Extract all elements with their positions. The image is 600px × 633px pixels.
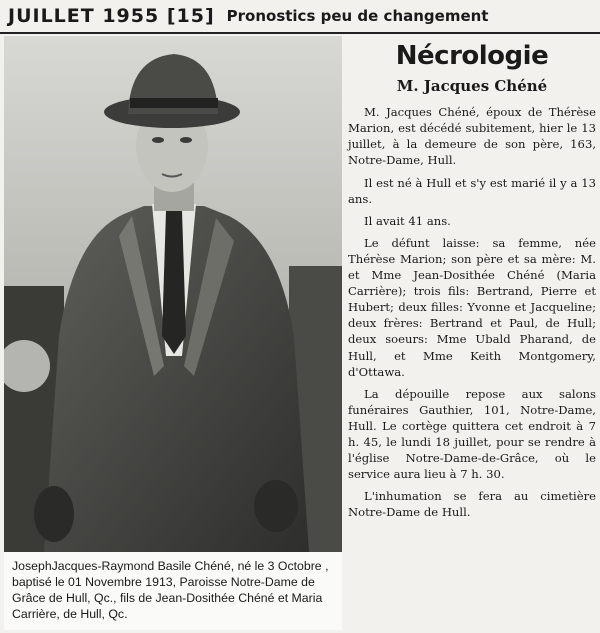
obituary-column	[348, 38, 596, 630]
weather-forecast: Pronostics peu de changement	[226, 7, 489, 25]
portrait-photo	[4, 36, 342, 552]
article-paragraph: M. Jacques Chéné, époux de Thérèse Marion, est décédé subitement, hier le 13 juillet, à la demeure de son père, 163, Notre-Dame, Hull.	[348, 105, 596, 168]
portrait-illustration	[4, 36, 342, 552]
article-paragraph: Il avait 41 ans.	[364, 213, 451, 228]
article-paragraph: Il est né à Hull et s'y est marié il y a 13 ans.	[348, 175, 596, 206]
article-paragraph: La dépouille repose aux salons funéraires Gauthier, 101, Notre-Dame, Hull. Le cortège quittera cet endroit à 7 h. 45, le lundi 18 juillet, pour se rendre à l'église Notre-Dame-de-Grâce, où le service aura lieu à 7 h. 30.	[348, 386, 596, 482]
issue-date: JUILLET 1955 [15]	[8, 5, 215, 27]
article-title: M. Jacques Chéné	[396, 77, 548, 96]
section-heading: Nécrologie	[395, 41, 549, 71]
newspaper-masthead	[0, 0, 600, 32]
photo-caption: JosephJacques-Raymond Basile Chéné, né le 3 Octobre , baptisé le 01 Novembre 1913, Paroisse Notre-Dame de Grâce de Hull, Qc., fils de Jean-Dosithée Chéné et Maria Carrière, de Hull, Qc.	[4, 552, 342, 630]
article-paragraph: L'inhumation se fera au cimetière Notre-Dame de Hull.	[348, 489, 596, 520]
masthead-rule	[0, 32, 600, 34]
article-paragraph: Le défunt laisse: sa femme, née Thérèse Marion; son père et sa mère: M. et Mme Jean-Dosithée Chéné (Maria Carrière); trois fils: Bertrand, Pierre et Hubert; deux filles: Yvonne et Jacqueline; deux frères: Bertrand et Paul, de Hull; deux soeurs: Mme Ubald Pharand, de Hull, et Mme Keith Montgomery, d'Ottawa.	[348, 235, 596, 379]
